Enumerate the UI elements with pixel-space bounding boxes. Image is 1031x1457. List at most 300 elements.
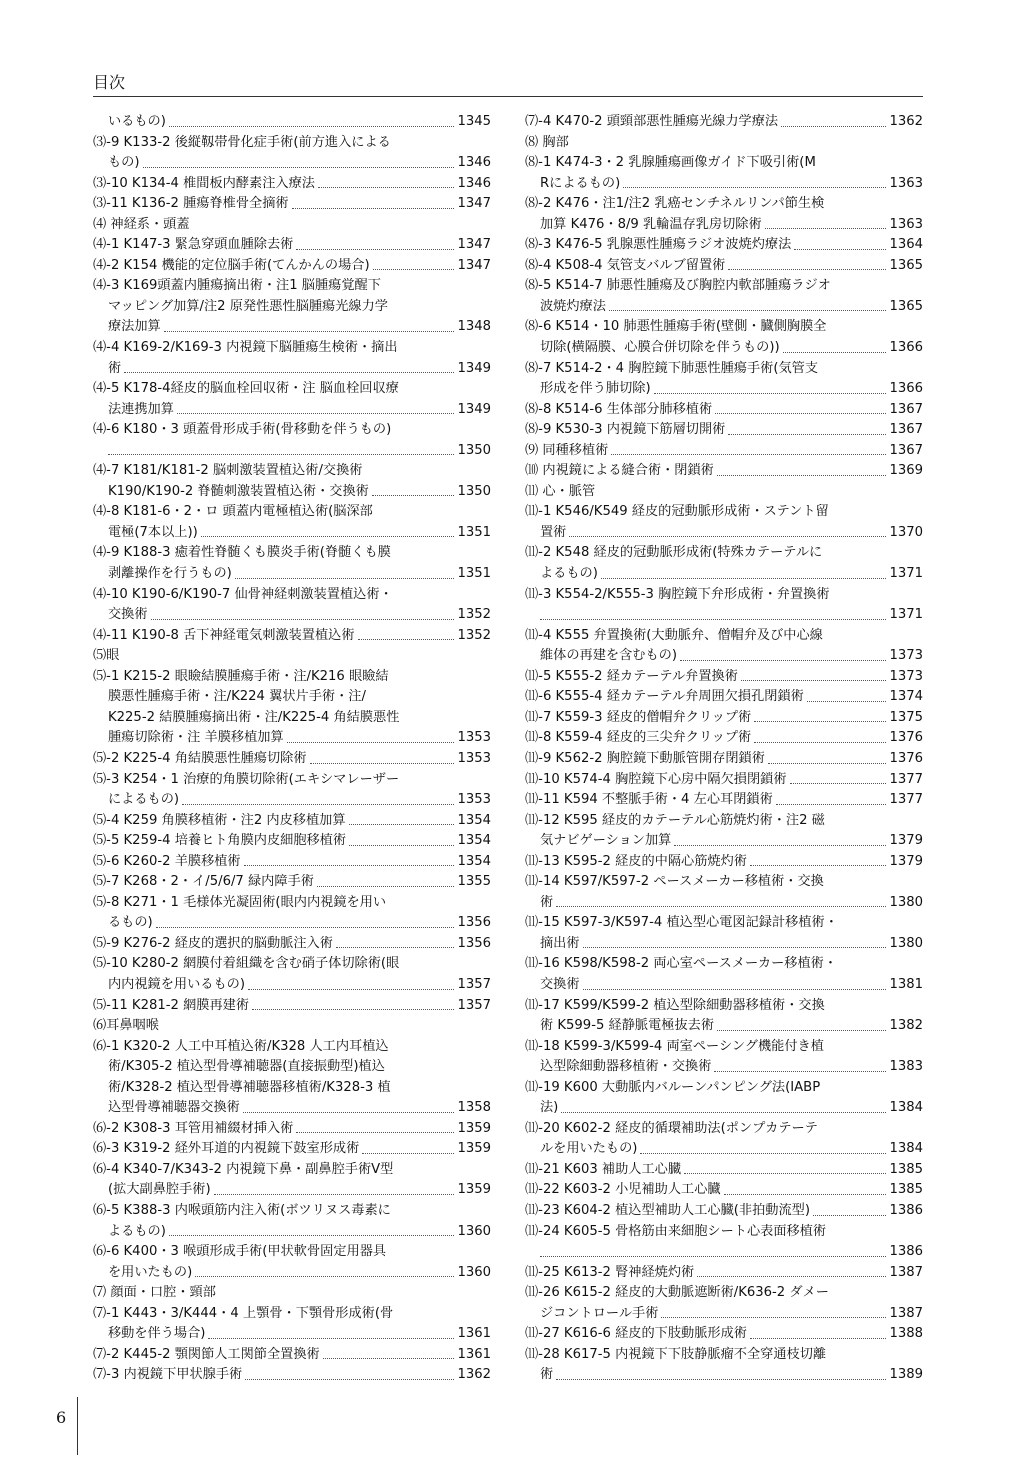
toc-entry-line[interactable] [93,1365,491,1386]
toc-page-number: 1347 [457,196,491,212]
dot-leader [569,523,886,538]
toc-entry-line[interactable] [93,1324,491,1345]
toc-entry-title: ⑸-8 K271・1 毛様体光凝固術(眼内内視鏡を用い [93,894,387,910]
toc-page-number: 1377 [889,771,923,787]
toc-entry-title: ⑸-2 K225-4 角結膜悪性腫瘍切除術 [93,750,307,766]
toc-entry-line[interactable] [525,235,923,256]
toc-entry-line[interactable] [525,1057,923,1078]
toc-entry-line [93,687,491,708]
toc-page-number: 1373 [889,648,923,664]
toc-entry-line[interactable] [525,215,923,236]
toc-entry-title: ⑾-8 K559-4 経皮的三尖弁クリップ術 [525,730,752,746]
toc-entry-title: よるもの) [540,566,598,582]
toc-page-number: 1385 [889,1182,923,1198]
toc-page-number: 1371 [889,607,923,623]
toc-entry-title: ⑷-1 K147-3 緊急穿頭血腫除去術 [93,237,294,253]
toc-entry-title: ⑸-9 K276-2 経皮的選択的脳動脈注入術 [93,935,333,951]
toc-entry-line [525,194,923,215]
dot-leader [754,728,886,743]
toc-entry-line [525,543,923,564]
toc-entry-line [93,708,491,729]
toc-entry-line[interactable] [525,1263,923,1284]
dot-leader [781,112,886,127]
toc-entry-title: ⑷-3 K169頭蓋内腫瘍摘出術・注1 脳腫瘍覚醒下 [93,278,381,294]
dot-leader [349,831,454,846]
toc-entry-title: ⑸-7 K268・2・イ/5/6/7 緑内障手術 [93,874,314,890]
toc-page-number: 1353 [457,792,491,808]
toc-page-number: 1355 [457,874,491,890]
dot-leader [177,400,455,415]
toc-entry-line[interactable] [93,749,491,770]
toc-entry-title: ⑶-9 K133-2 後縦靱帯骨化症手術(前方進入による [93,134,391,150]
toc-entry-line[interactable] [93,1139,491,1160]
toc-entry-line [525,1345,923,1366]
toc-page-number: 1358 [457,1100,491,1116]
toc-entry-title: ⑾-9 K562-2 胸腔鏡下動脈管開存閉鎖術 [525,750,765,766]
toc-entry-line[interactable] [525,790,923,811]
toc-page-number: 1366 [889,381,923,397]
toc-entry-line[interactable] [525,934,923,955]
toc-page-number: 1347 [457,257,491,273]
page-title: 目次 [93,73,126,92]
toc-entry-title: ⑸眼 [93,648,120,664]
toc-entry-title: 術 K599-5 経静脈電極抜去術 [540,1018,715,1034]
toc-entry-title: ⑽ 内視鏡による縫合術・閉鎖術 [525,463,714,479]
toc-page-number: 1388 [889,1326,923,1342]
toc-entry-line[interactable] [525,646,923,667]
toc-entry-line[interactable] [525,564,923,585]
toc-entry-line [525,502,923,523]
toc-entry-title: ⑹-2 K308-3 耳管用補綴材挿入術 [93,1120,294,1136]
toc-entry-title: ⑾-1 K546/K549 経皮的冠動脈形成術・ステント留 [525,504,829,520]
toc-entry-title: ⑷-6 K180・3 頭蓋骨形成手術(骨移動を伴うもの) [93,422,392,438]
dot-leader [750,1324,886,1339]
toc-entry-title: 術/K305-2 植込型骨導補聴器(直接振動型)植込 [108,1059,385,1075]
dot-leader [124,359,454,374]
dot-leader [765,215,887,230]
toc-entry-line[interactable] [525,1016,923,1037]
toc-entry-line [525,872,923,893]
dot-leader [195,1263,454,1278]
toc-page-number: 1380 [889,935,923,951]
toc-page-number: 1365 [889,298,923,314]
toc-entry-line[interactable] [93,1263,491,1284]
dot-leader [556,893,886,908]
toc-page-number: 1349 [457,360,491,376]
toc-entry-title: ⑷-5 K178-4経皮的脳血栓回収術・注 脳血栓回収療 [93,381,399,397]
toc-page-number: 1383 [889,1059,923,1075]
toc-page-number: 1356 [457,935,491,951]
toc-page-number: 1384 [889,1141,923,1157]
dot-leader [714,1057,886,1072]
toc-entry-line [525,1119,923,1140]
toc-entry-line[interactable] [525,667,923,688]
toc-page-number: 1349 [457,401,491,417]
toc-entry-line [525,626,923,647]
toc-entry-line[interactable] [525,770,923,791]
toc-entry-title: 術 [108,360,122,376]
toc-entry-line[interactable] [93,174,491,195]
toc-entry-line[interactable] [525,1098,923,1119]
toc-entry-title: ⑾-26 K615-2 経皮的大動脈遮断術/K636-2 ダメー [525,1285,829,1301]
header-divider [93,96,923,97]
dot-leader [583,934,887,949]
toc-entry-title: ⑷-4 K169-2/K169-3 内視鏡下脳腫瘍生検術・摘出 [93,340,398,356]
toc-entry-line[interactable] [93,790,491,811]
toc-page-number: 1366 [889,340,923,356]
toc-entry-title: ⑹-4 K340-7/K343-2 内視鏡下鼻・副鼻腔手術Ⅴ型 [93,1161,394,1177]
toc-entry-line[interactable] [93,441,491,462]
toc-entry-line[interactable] [93,256,491,277]
dot-leader [372,482,455,497]
toc-entry-line[interactable] [525,1324,923,1345]
toc-entry-title: 加算 K476・8/9 乳輪温存乳房切除術 [540,216,762,232]
toc-entry-line[interactable] [525,297,923,318]
toc-entry-line[interactable] [93,523,491,544]
toc-entry-title: ⑷-2 K154 機能的定位脳手術(てんかんの場合) [93,257,370,273]
toc-entry-title: K190/K190-2 脊髄刺激装置植込術・交換術 [108,483,369,499]
toc-entry-line[interactable] [525,256,923,277]
dot-leader [728,420,886,435]
toc-entry-title: ⑾-21 K603 補助人工心臓 [525,1161,682,1177]
dot-leader [790,770,887,785]
dot-leader [741,667,887,682]
toc-page-number: 1352 [457,607,491,623]
toc-entry-line[interactable] [525,1139,923,1160]
toc-entry-line[interactable] [93,194,491,215]
toc-entry-line [93,1201,491,1222]
toc-entry-title: ⑹-1 K320-2 人工中耳植込術/K328 人工内耳植込 [93,1038,389,1054]
dot-leader [674,831,886,846]
toc-entry-line[interactable] [525,605,923,626]
toc-entry-line [93,215,491,236]
toc-page-number: 1352 [457,627,491,643]
toc-entry-title: ⑷-7 K181/K181-2 脳刺激装置植込術/交換術 [93,463,363,479]
toc-entry-line [93,297,491,318]
toc-entry-line [525,133,923,154]
toc-page-number: 1376 [889,750,923,766]
toc-page-number: 1387 [889,1305,923,1321]
toc-entry-line [93,893,491,914]
toc-page-number: 1387 [889,1264,923,1280]
toc-entry-line[interactable] [525,852,923,873]
toc-page-number: 1364 [889,237,923,253]
toc-entry-line[interactable] [93,913,491,934]
toc-page-number: 1374 [889,689,923,705]
toc-entry-title: 込型除細動器移植術・交換術 [540,1059,712,1075]
toc-entry-line[interactable] [525,461,923,482]
toc-entry-line[interactable] [525,1201,923,1222]
toc-page-number: 1361 [457,1326,491,1342]
toc-page-number: 1361 [457,1346,491,1362]
toc-entry-line [93,133,491,154]
toc-entry-line[interactable] [93,1345,491,1366]
toc-entry-title: ⑷ 神経系・頭蓋 [93,216,190,232]
dot-leader [336,934,455,949]
toc-entry-title: ルを用いたもの) [540,1141,638,1157]
toc-entry-title: 法連携加算 [108,401,174,417]
dot-leader [813,1201,886,1216]
toc-entry-title: ⑾-16 K598/K598-2 両心室ペースメーカー移植術・ [525,956,838,972]
toc-entry-line[interactable] [93,153,491,174]
toc-left-column [93,112,491,1386]
toc-entry-title: ⑾-6 K555-4 経カテーテル弁周囲欠損孔閉鎖術 [525,689,804,705]
toc-page-number: 1377 [889,792,923,808]
toc-entry-line[interactable] [525,728,923,749]
toc-entry-line[interactable] [93,811,491,832]
toc-entry-title: ⑾-15 K597-3/K597-4 植込型心電図記録計移植術・ [525,915,838,931]
toc-entry-line[interactable] [93,317,491,338]
toc-entry-line [93,338,491,359]
dot-leader [362,1139,454,1154]
toc-entry-line [525,482,923,503]
toc-entry-title: 交換術 [108,607,148,623]
toc-entry-title: ⑺-3 内視鏡下甲状腺手術 [93,1367,243,1383]
toc-entry-title: ⑾-2 K548 経皮的冠動脈形成術(特殊カテーテルに [525,545,823,561]
toc-entry-line[interactable] [93,934,491,955]
toc-entry-line [93,420,491,441]
toc-entry-line[interactable] [93,1119,491,1140]
toc-entry-title: ⑹-6 K400・3 喉頭形成手術(甲状軟骨固定用器具 [93,1244,387,1260]
toc-entry-line[interactable] [93,996,491,1017]
toc-entry-line [525,1078,923,1099]
toc-entry-title: ⑾-17 K599/K599-2 植込型除細動器移植術・交換 [525,997,825,1013]
toc-entry-line[interactable] [93,626,491,647]
toc-entry-line[interactable] [525,1180,923,1201]
toc-entry-line [525,153,923,174]
toc-entry-title: ⑾-5 K555-2 経カテーテル弁置換術 [525,668,738,684]
dot-leader [807,687,887,702]
toc-entry-title: ⑾-10 K574-4 胸腔鏡下心房中隔欠損閉鎖術 [525,771,787,787]
toc-entry-title: いるもの) [108,114,166,129]
toc-entry-title: 摘出術 [540,935,580,951]
toc-entry-title: ⑾-23 K604-2 植込型補助人工心臓(非拍動流型) [525,1202,810,1218]
toc-entry-line [93,1078,491,1099]
toc-page-number: 1371 [889,566,923,582]
dot-leader [252,996,454,1011]
toc-entry-line[interactable] [93,975,491,996]
toc-entry-line[interactable] [93,605,491,626]
dot-leader [623,174,886,189]
toc-entry-line [93,770,491,791]
toc-entry-line[interactable] [93,872,491,893]
toc-entry-line [93,543,491,564]
toc-entry-line [93,379,491,400]
toc-entry-line[interactable] [525,975,923,996]
toc-entry-title: ⑾ 心・脈管 [525,483,596,499]
toc-entry-line[interactable] [525,523,923,544]
toc-entry-line[interactable] [525,749,923,770]
toc-page-number: 1354 [457,853,491,869]
toc-entry-title: ⑺-2 K445-2 顎関節人工関節全置換術 [93,1346,320,1362]
toc-entry-line[interactable] [93,852,491,873]
dot-leader [208,1324,454,1339]
toc-page-number: 1350 [457,442,491,458]
toc-entry-title: (拡大副鼻腔手術) [108,1182,211,1198]
toc-entry-line[interactable] [93,112,491,133]
toc-page-number: 1348 [457,319,491,335]
toc-entry-line[interactable] [525,1160,923,1181]
toc-entry-line[interactable] [525,1304,923,1325]
toc-page-number: 1353 [457,750,491,766]
dot-leader [715,400,886,415]
toc-page-number: 1386 [889,1202,923,1218]
toc-entry-title: ⑼ 同種移植術 [525,442,609,458]
toc-entry-line [525,913,923,934]
toc-page-number: 1379 [889,833,923,849]
dot-leader [556,1365,886,1380]
toc-page-number: 1370 [889,524,923,540]
toc-page-number: 1386 [889,1244,923,1260]
toc-entry-title: ⑻-3 K476-5 乳腺悪性腫瘍ラジオ波焼灼療法 [525,237,792,253]
dot-leader [151,605,455,620]
toc-entry-title: ⑸-4 K259 角膜移植術・注2 内皮移植加算 [93,812,346,828]
toc-entry-title: ⑾-24 K605-5 骨格筋由来細胞シート心表面移植術 [525,1223,827,1239]
toc-page-number: 1359 [457,1182,491,1198]
toc-entry-line[interactable] [525,1242,923,1263]
toc-entry-line[interactable] [525,708,923,729]
toc-entry-title: ⑹-5 K388-3 内喉頭筋内注入術(ボツリヌス毒素に [93,1202,391,1218]
dot-leader [349,811,455,826]
dot-leader [561,1098,886,1113]
toc-entry-title: ⑾-11 K594 不整脈手術・4 左心耳閉鎖術 [525,792,773,808]
toc-entry-line [93,585,491,606]
dot-leader [754,708,886,723]
toc-entry-title: ⑸-6 K260-2 羊膜移植術 [93,853,241,869]
toc-entry-title: 術/K328-2 植込型骨導補聴器移植術/K328-3 植 [108,1079,391,1095]
toc-entry-title: ⑹耳鼻咽喉 [93,1018,159,1034]
toc-page-number: 1360 [457,1264,491,1280]
dot-leader [717,1016,886,1031]
toc-entry-line[interactable] [525,174,923,195]
page-number-divider [77,1397,78,1455]
dot-leader [654,379,887,394]
toc-entry-line [93,667,491,688]
toc-entry-title: ⑾-18 K599-3/K599-4 両室ペーシング機能付き植 [525,1038,824,1054]
toc-entry-line[interactable] [93,359,491,380]
toc-entry-title: 置術 [540,524,567,540]
toc-page-number: 1347 [457,237,491,253]
toc-entry-title: 形成を伴う肺切除) [540,381,651,397]
toc-page-number: 1385 [889,1161,923,1177]
dot-leader [164,317,455,332]
dot-leader [108,441,454,456]
toc-entry-line[interactable] [93,400,491,421]
toc-entry-title: ⑷-8 K181-6・2・ロ 頭蓋内電極植込術(脳深部 [93,504,373,520]
toc-entry-line[interactable] [93,1222,491,1243]
toc-entry-title: ⑾-13 K595-2 経皮的中隔心筋焼灼術 [525,853,747,869]
toc-entry-title: 腫瘍切除術・注 羊膜移植加算 [108,730,284,746]
toc-entry-line[interactable] [525,420,923,441]
toc-entry-line[interactable] [93,482,491,503]
toc-entry-line [93,461,491,482]
toc-entry-title: K225-2 結膜腫瘍摘出術・注/K225-4 角結膜悪性 [108,709,400,725]
toc-entry-title: ⑾-3 K554-2/K555-3 胸腔鏡下弁形成術・弁置換術 [525,586,830,602]
toc-entry-line[interactable] [93,235,491,256]
toc-entry-line[interactable] [525,441,923,462]
toc-page-number: 1363 [889,175,923,191]
toc-entry-title: ⑹-3 K319-2 経外耳道的内視鏡下鼓室形成術 [93,1141,360,1157]
dot-leader [794,235,886,250]
dot-leader [310,749,455,764]
toc-entry-title: 気ナビゲーション加算 [540,833,672,849]
dot-leader [156,913,455,928]
toc-entry-title: ⑻-2 K476・注1/注2 乳癌センチネルリンパ節生検 [525,196,825,212]
toc-entry-line[interactable] [525,1365,923,1386]
toc-entry-line [525,317,923,338]
toc-entry-line[interactable] [93,728,491,749]
toc-entry-title: ⑻-7 K514-2・4 胸腔鏡下肺悪性腫瘍手術(気管支 [525,360,819,376]
toc-entry-line[interactable] [93,1098,491,1119]
toc-entry-title: によるもの) [108,792,180,808]
toc-page-number: 1351 [457,524,491,540]
toc-entry-title: 電極(7本以上)) [108,524,198,540]
toc-entry-title: るもの) [108,915,153,931]
toc-entry-line[interactable] [93,1180,491,1201]
toc-entry-line[interactable] [525,400,923,421]
toc-entry-title: 内内視鏡を用いるもの) [108,976,246,992]
toc-page-number: 1379 [889,853,923,869]
toc-page-number: 1369 [889,463,923,479]
toc-page-number: 1360 [457,1223,491,1239]
toc-page-number: 1359 [457,1141,491,1157]
dot-leader [717,461,887,476]
dot-leader [540,605,886,620]
toc-entry-title: ⑾-22 K603-2 小児補助人工心臓 [525,1182,721,1198]
toc-entry-line[interactable] [93,831,491,852]
toc-entry-line [525,585,923,606]
dot-leader [201,523,455,538]
dot-leader [323,1345,455,1360]
toc-entry-line[interactable] [525,893,923,914]
toc-page-number: 1373 [889,668,923,684]
toc-entry-title: ⑷-9 K188-3 癒着性脊髄くも膜炎手術(脊髄くも膜 [93,545,391,561]
toc-page-number: 1357 [457,997,491,1013]
toc-page-number: 1384 [889,1100,923,1116]
toc-entry-title: ⑸-3 K254・1 治療的角膜切除術(エキシマレーザー [93,771,400,787]
dot-leader [724,1180,887,1195]
dot-leader [768,749,887,764]
toc-entry-line [525,1283,923,1304]
toc-entry-title: ⑶-11 K136-2 腫瘍脊椎骨全摘術 [93,196,289,212]
dot-leader [728,256,886,271]
toc-page-number: 1381 [889,976,923,992]
dot-leader [287,728,455,743]
toc-entry-line [93,1037,491,1058]
toc-entry-title: ⑾-4 K555 弁置換術(大動脈弁、僧帽弁及び中心線 [525,627,823,643]
toc-page-number: 1362 [457,1367,491,1383]
toc-page-number: 1367 [889,401,923,417]
toc-entry-title: ⑸-11 K281-2 網膜再建術 [93,997,250,1013]
toc-entry-title: ⑾-28 K617-5 内視鏡下下肢静脈瘤不全穿通枝切離 [525,1346,827,1362]
toc-entry-line[interactable] [525,831,923,852]
toc-entry-title: ⑾-20 K602-2 経皮的循環補助法(ポンプカテーテ [525,1120,818,1136]
toc-entry-line [525,954,923,975]
toc-page-number: 1345 [457,114,491,129]
toc-entry-line[interactable] [525,687,923,708]
toc-entry-title: ⑻ 胸部 [525,134,569,150]
toc-entry-title: ⑻-6 K514・10 肺悪性腫瘍手術(壁側・臓側胸膜全 [525,319,827,335]
toc-entry-line[interactable] [93,564,491,585]
toc-entry-line[interactable] [525,379,923,400]
dot-leader [680,646,886,661]
dot-leader [143,153,455,168]
dot-leader [182,790,454,805]
toc-entry-line[interactable] [525,112,923,133]
toc-entry-line[interactable] [525,338,923,359]
toc-entry-line [93,1016,491,1037]
toc-entry-title: ⑷-10 K190-6/K190-7 仙骨神経刺激装置植込術・ [93,586,393,602]
